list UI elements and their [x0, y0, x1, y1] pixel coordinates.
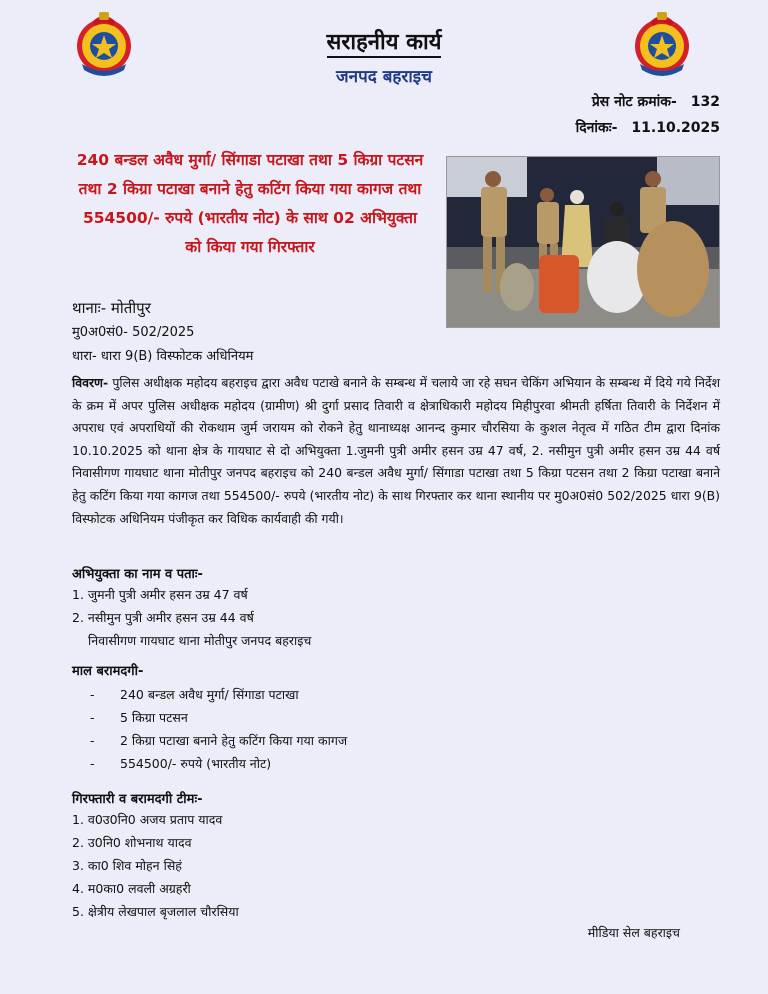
district-subtitle: जनपद बहराइच [336, 67, 432, 87]
list-item: 5. क्षेत्रीय लेखपाल बृजलाल चौरसिया [72, 904, 239, 919]
team-list [72, 808, 239, 923]
accused-address: निवासीगण गायघाट थाना मोतीपुर जनपद बहराइच [88, 633, 312, 648]
media-cell-signature: मीडिया सेल बहराइच [587, 925, 680, 940]
recovery-heading: माल बरामदगी- [72, 664, 144, 679]
press-note-date: दिनांकः- 11.10.2025 [575, 120, 720, 136]
description [72, 372, 720, 530]
description-text: पुलिस अधीक्षक महोदय बहराइच द्वारा अवैध पटाखे बनाने के सम्बन्ध में चलाये जा रहे सघन चेकिंग अभियान के सम्बन्ध में दिये गये निर्देश के क्रम में अपर पुलिस अधीक्षक महोदय (ग्रामीण) श्री दुर्गा प्रसाद तिवारी व क्षेत्राधिकारी महोदय मिहीपुरवा श्रीमती हर्षिता तिवारी के निर्देशन में अपराध एवं अपराधियों की रोकथाम जुर्म जरायम को रोकने हेतु थानाध्यक्ष आनन्द कुमार चौरसिया के कुशल नेतृत्व में गठित टीम द्वारा दिनांक 10.10.2025 को थाना क्षेत्र के गायघाट से दो अभियुक्ता 1.जुमनी पुत्री अमीर हसन उम्र 47 वर्ष, 2. नसीमुन पुत्री अमीर हसन उम्र 44 वर्ष निवासीगण गायघाट थाना मोतीपुर जनपद बहराइच को 240 बन्डल अवैध मुर्गा/ सिंगाडा पटाखा तथा 5 किग्रा पटसन तथा 2 किग्रा पटाखा बनाने हेतु कटिंग किया गया कागज तथा 554500/- रुपये (भारतीय नोट) के साथ गिरफ्तार कर थाना स्थानीय पर मु0अ0सं0 502/2025 धारा 9(B) विस्फोटक अधिनियम पंजीकृत कर विधिक कार्यवाही की गयी। [72, 375, 720, 526]
list-item: 2. नसीमुन पुत्री अमीर हसन उम्र 44 वर्ष [72, 610, 254, 625]
description-label: विवरण- [72, 375, 109, 390]
list-item: 2. उ0नि0 शोभनाथ यादव [72, 835, 192, 850]
press-note-number: प्रेस नोट क्रमांक- 132 [591, 94, 720, 110]
list-item: - 5 किग्रा पटसन [90, 710, 188, 725]
case-number: मु0अ0सं0- 502/2025 [72, 325, 195, 340]
accused-heading: अभियुक्ता का नाम व पताः- [72, 567, 203, 582]
list-item: - 240 बन्डल अवैध मुर्गा/ सिंगाडा पटाखा [90, 687, 299, 702]
legal-section: धारा- धारा 9(B) विस्फोटक अधिनियम [72, 349, 254, 364]
arrest-photo [446, 156, 720, 328]
accused-list [72, 583, 311, 652]
police-station: थानाः- मोतीपुर [72, 299, 151, 317]
headline: 240 बन्डल अवैध मुर्गा/ सिंगाडा पटाखा तथा 5 किग्रा पटसन तथा 2 किग्रा पटाखा बनाने हेतु कटिंग किया गया कागज तथा 554500/- रुपये (भारतीय नोट) के साथ 02 अभियुक्ता को किया गया गिरफ्तार [76, 151, 424, 256]
list-item: 1. जुमनी पुत्री अमीर हसन उम्र 47 वर्ष [72, 587, 248, 602]
recovery-list [72, 683, 347, 775]
list-item: 3. का0 शिव मोहन सिहं [72, 858, 182, 873]
list-item: - 554500/- रुपये (भारतीय नोट) [90, 756, 272, 771]
list-item: - 2 किग्रा पटाखा बनाने हेतु कटिंग किया गया कागज [90, 733, 348, 748]
team-heading: गिरफ्तारी व बरामदगी टीमः- [72, 792, 203, 807]
list-item: 4. म0का0 लवली अग्रहरी [72, 881, 191, 896]
document-title: सराहनीय कार्य [0, 26, 768, 56]
list-item: 1. व0उ0नि0 अजय प्रताप यादव [72, 812, 223, 827]
